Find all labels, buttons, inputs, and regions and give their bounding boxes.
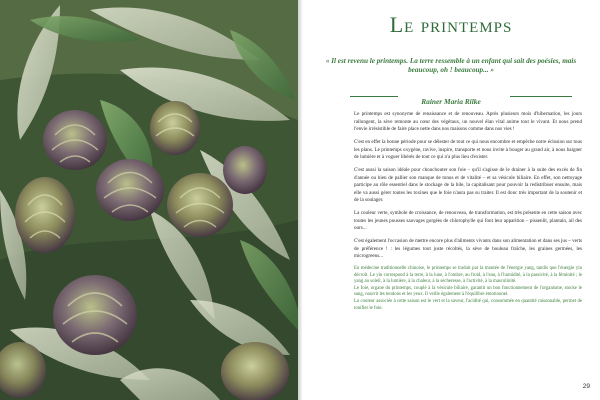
note-paragraph: Le foie, organe du printemps, couplé à la vésicule biliaire, garantit un bon fonctionnement de l'organisme, stocke le sang, nourrit les tendons et les yeux. Il veille également à l'équilibre émotionnel. [354, 285, 582, 298]
text-page [302, 0, 600, 400]
artichoke-illustration [0, 0, 298, 400]
note-paragraph: La couleur associée à cette saison est le vert et la saveur, l'acidité qui, consommée en quantité raisonnable, permet de tonifier le foie. [354, 298, 582, 311]
page-number: 29 [582, 383, 590, 390]
paragraph: La couleur verte, symbole de croissance, de renouveau, de transformation, est très présente en cette saison avec toutes les jeunes pousses sauvages gorgées de chlorophylle qui font leur apparition – pissenlit, plantain, ail des ours... [354, 210, 582, 231]
paragraph: Le printemps est synonyme de renaissance et de renouveau. Après plusieurs mois d'hibernation, les jours rallongent, la sève remonte au cœur des végétaux, un nouvel élan vital anime tout le vivant. Et nous prend l'envie irrésistible de faire place nette dans nos maisons comme dans nos vies ! [354, 111, 582, 132]
body-text [354, 111, 582, 312]
attribution-rule-right [510, 96, 572, 97]
paragraph: C'est également l'occasion de mettre encore plus d'aliments vivants dans son alimentation et dans ses jus – verts de préférence ! : les légumes tout juste récoltés, la sève de bouleau fraîche, les graines germées, les microgreens... [354, 238, 582, 259]
epigraph-author: Rainer Maria Rilke [421, 97, 481, 106]
note-paragraph: En médecine traditionnelle chinoise, le printemps se traduit par la montée de l'énergie yang, tandis que l'énergie yin décroît. Le yin correspond à la terre, à la lune, à l'ombre, au froid, à l'eau, à l'humidité, à la passivité, à la féminité ; le yang au soleil, à la lumière, à la chaleur, à la sécheresse, à l'activité, à la masculinité. [354, 266, 582, 285]
paragraph: C'est en effet la bonne période pour se délester de tout ce qui nous encombre et empêche notre éclosion sur tous les plans. Le printemps oxygène, ravive, inspire, transporte et nous invite à bouger au grand air, à nous baigner de lumière et à voguer libérés de tout ce qui n'a plus lieu d'exister. [354, 139, 582, 160]
paragraph: C'est aussi la saison idéale pour chouchouter son foie – qu'il s'agisse de le drainer à la suite des excès de fin d'année ou bien de pallier son manque de tonus et de vitalité – et sa vésicule biliaire. En effet, son nettoyage participe au rôle essentiel dans le stockage de la bile, la capitalisant pour pouvoir la redistribuer ensuite, mais elle va aussi gérer toutes les toxines que le foie n'aura pas su traiter. Il est donc très important de la soutenir et de la soulager. [354, 167, 582, 203]
sidebar-note [354, 266, 582, 312]
epigraph-quote: « Il est revenu le printemps. La terre ressemble à un enfant qui sait des poésies, mais beaucoup, oh ! beaucoup... » [325, 57, 577, 75]
page-title: Le printemps [389, 12, 513, 37]
artichoke-photo [0, 0, 298, 400]
